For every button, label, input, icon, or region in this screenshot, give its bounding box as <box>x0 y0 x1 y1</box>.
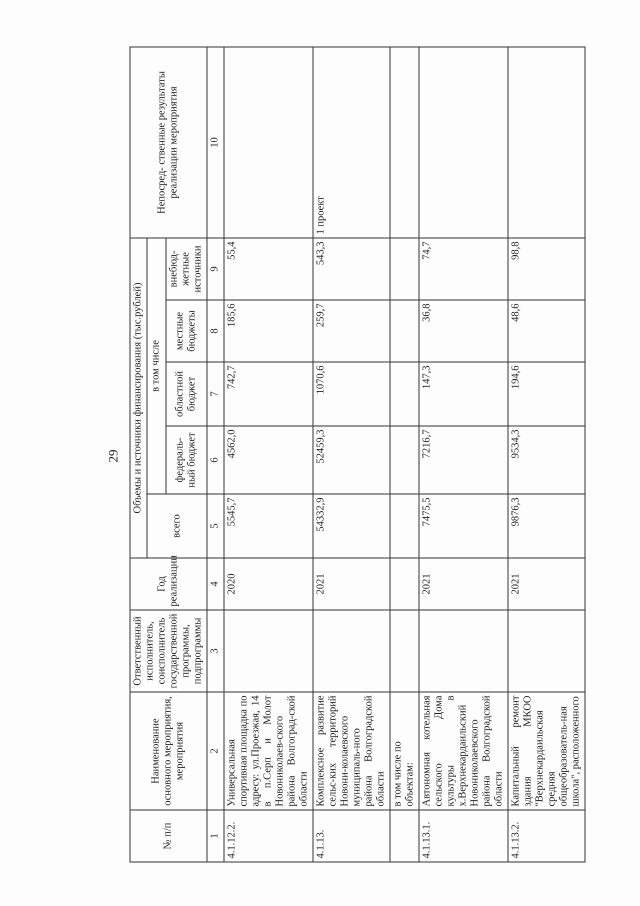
executor-cell <box>390 610 419 692</box>
header-name: Наименование основного мероприятия, мероприятия <box>130 692 207 810</box>
year-cell: 2021 <box>419 558 508 610</box>
regional-cell: 194,6 <box>508 362 585 426</box>
column-index-row <box>207 47 224 862</box>
column-index-cell: 9 <box>207 238 224 300</box>
executor-cell <box>419 610 508 692</box>
result-cell: 1 проект <box>313 47 390 238</box>
total-cell: 5545,7 <box>224 494 313 558</box>
column-index-cell: 8 <box>207 300 224 362</box>
row-number: 4.1.13. <box>313 810 390 862</box>
header-extrabudget: внебюд- жетные источники <box>166 238 207 300</box>
total-cell: 7475,5 <box>419 494 508 558</box>
federal-cell: 9534,3 <box>508 426 585 494</box>
header-regional: областной бюджет <box>166 362 207 426</box>
activity-name: Автономная котельная сельского Дома культуры в х.Верхнекардаильский Новониколаевского района Волгоградской области <box>419 692 508 810</box>
extrabudget-cell <box>390 238 419 300</box>
local-cell <box>390 300 419 362</box>
program-activities-table <box>130 46 586 862</box>
header-year: Год реализации <box>130 558 207 610</box>
header-total: всего <box>147 494 207 558</box>
row-number: 4.1.13.2. <box>508 810 585 862</box>
year-cell: 2021 <box>313 558 390 610</box>
column-index-cell: 3 <box>207 610 224 692</box>
activity-name: Капитальный ремонт здания МКОО "Верхнекардаильская средняя общеобразователь-ная школа", расположенного <box>508 692 585 810</box>
activity-name: в том числе по объектам: <box>390 692 419 810</box>
table-row <box>508 47 585 862</box>
federal-cell <box>390 426 419 494</box>
year-cell: 2020 <box>224 558 313 610</box>
header-row-1 <box>130 47 147 862</box>
table-row <box>313 47 390 862</box>
local-cell: 36,8 <box>419 300 508 362</box>
header-federal: федераль- ный бюджет <box>166 426 207 494</box>
column-index-cell: 7 <box>207 362 224 426</box>
activity-name: Комплексное развитие сельс-ких территорий Новони-колаевского муниципаль-ного района Волгоградской области <box>313 692 390 810</box>
row-number <box>390 810 419 862</box>
column-index-cell: 1 <box>207 810 224 862</box>
executor-cell <box>508 610 585 692</box>
row-number: 4.1.12.2. <box>224 810 313 862</box>
federal-cell: 7216,7 <box>419 426 508 494</box>
extrabudget-cell: 55,4 <box>224 238 313 300</box>
extrabudget-cell: 98,8 <box>508 238 585 300</box>
activity-name: Универсальная спортивная площадка по адресу: ул.Проезжая, 14 в п.Серп и Молот Новониколаев-ского района Волгоград-ской области <box>224 692 313 810</box>
row-number: 4.1.13.1. <box>419 810 508 862</box>
header-funding-group: Объемы и источники финансирования (тыс.рублей) <box>130 238 147 558</box>
executor-cell <box>224 610 313 692</box>
column-index-cell: 6 <box>207 426 224 494</box>
local-cell: 259,7 <box>313 300 390 362</box>
local-cell: 185,6 <box>224 300 313 362</box>
result-cell <box>508 47 585 238</box>
extrabudget-cell: 74,7 <box>419 238 508 300</box>
table-row <box>419 47 508 862</box>
total-cell: 54332,9 <box>313 494 390 558</box>
total-cell: 9876,3 <box>508 494 585 558</box>
column-index-cell: 2 <box>207 692 224 810</box>
column-index-cell: 10 <box>207 47 224 238</box>
header-executor: Ответственный исполнитель, соисполнитель государственной программы, подпрограммы <box>130 610 207 692</box>
total-cell <box>390 494 419 558</box>
header-local: местные бюджеты <box>166 300 207 362</box>
regional-cell: 147,3 <box>419 362 508 426</box>
table-row <box>390 47 419 862</box>
rotated-sheet <box>105 43 582 863</box>
page-number: 29 <box>105 449 121 463</box>
year-cell <box>390 558 419 610</box>
table-row <box>224 47 313 862</box>
regional-cell <box>390 362 419 426</box>
regional-cell: 742,7 <box>224 362 313 426</box>
column-index-cell: 5 <box>207 494 224 558</box>
header-in-that: в том числе <box>147 238 166 494</box>
extrabudget-cell: 543,3 <box>313 238 390 300</box>
result-cell <box>224 47 313 238</box>
local-cell: 48,6 <box>508 300 585 362</box>
header-no: № п/п <box>130 810 207 862</box>
header-results: Непосред- ственные результаты реализации мероприятия <box>130 47 207 238</box>
result-cell <box>390 47 419 238</box>
year-cell: 2021 <box>508 558 585 610</box>
federal-cell: 52459,3 <box>313 426 390 494</box>
result-cell <box>419 47 508 238</box>
federal-cell: 4562,0 <box>224 426 313 494</box>
regional-cell: 1070,6 <box>313 362 390 426</box>
column-index-cell: 4 <box>207 558 224 610</box>
executor-cell <box>313 610 390 692</box>
